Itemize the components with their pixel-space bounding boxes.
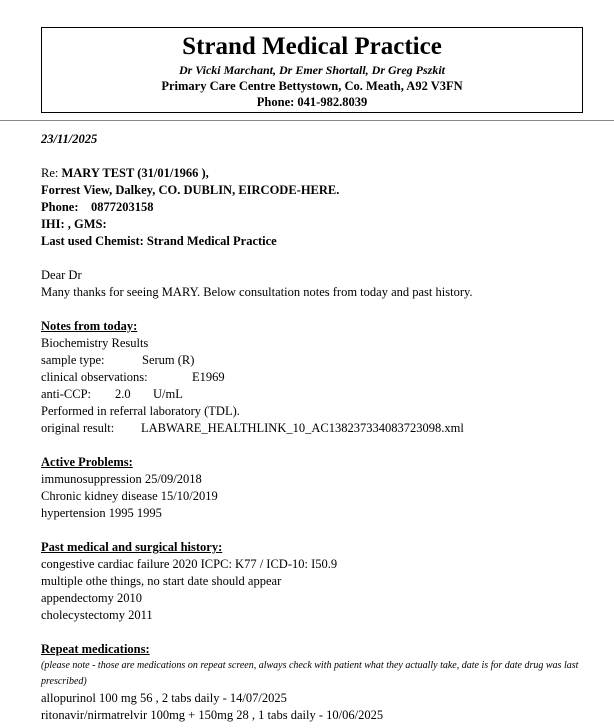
list-item: immunosuppression 25/09/2018 [41,472,202,486]
clinical-obs-label: clinical observations: [41,370,148,384]
anti-ccp-row [41,386,601,403]
anti-ccp-unit: U/mL [153,387,183,401]
past-history-heading: Past medical and surgical history: [41,540,223,554]
anti-ccp-value: 2.0 [115,387,131,401]
original-result-value: LABWARE_HEALTHLINK_10_AC138237334083723098.xml [141,421,464,435]
patient-ihi: IHI: , GMS: [41,217,107,231]
list-item: Chronic kidney disease 15/10/2019 [41,489,218,503]
re-prefix: Re: [41,166,62,180]
patient-address: Forrest View, Dalkey, CO. DUBLIN, EIRCODE-HERE. [41,183,340,197]
intro-text: Many thanks for seeing MARY. Below consultation notes from today and past history. [41,285,473,299]
patient-name: MARY TEST (31/01/1966 ), [61,166,209,180]
practice-phone: Phone: 041-982.8039 [256,95,368,109]
sample-type-label: sample type: [41,353,105,367]
sample-type-row [41,352,601,369]
repeat-meds-heading: Repeat medications: [41,642,150,656]
last-chemist: Last used Chemist: Strand Medical Practice [41,234,277,248]
list-item: cholecystectomy 2011 [41,608,153,622]
practice-address: Primary Care Centre Bettystown, Co. Meath, A92 V3FN [161,79,463,93]
performed-text: Performed in referral laboratory (TDL). [41,404,240,418]
list-item: hypertension 1995 1995 [41,506,162,520]
sample-type-value: Serum (R) [142,353,195,367]
re-line [41,165,601,182]
biochemistry-title: Biochemistry Results [41,336,149,350]
practice-name: Strand Medical Practice [182,33,442,60]
original-result-row [41,420,601,437]
list-item: appendectomy 2010 [41,591,143,605]
anti-ccp-label: anti-CCP: [41,387,92,401]
practice-doctors: Dr Vicki Marchant, Dr Emer Shortall, Dr Greg Pszkit [178,63,446,77]
letter-date: 23/11/2025 [41,132,98,146]
notes-today-heading: Notes from today: [41,319,138,333]
clinical-obs-row [41,369,601,386]
letter-body [41,120,601,724]
list-item: congestive cardiac failure 2020 ICPC: K77 / ICD-10: I50.9 [41,557,338,571]
greeting: Dear Dr [41,268,82,282]
active-problems-heading: Active Problems: [41,455,133,469]
clinical-obs-value: E1969 [192,370,225,384]
list-item: allopurinol 100 mg 56 , 2 tabs daily - 14/07/2025 [41,691,287,705]
original-result-label: original result: [41,421,115,435]
list-item: ritonavir/nirmatrelvir 100mg + 150mg 28 , 1 tabs daily - 10/06/2025 [41,708,384,722]
list-item: multiple othe things, no start date should appear [41,574,282,588]
practice-header [41,27,583,113]
patient-phone: Phone: 0877203158 [41,200,154,214]
repeat-meds-note: (please note - those are medications on repeat screen, always check with patient what they actually take, date is for date drug was last prescribed) [41,660,579,687]
